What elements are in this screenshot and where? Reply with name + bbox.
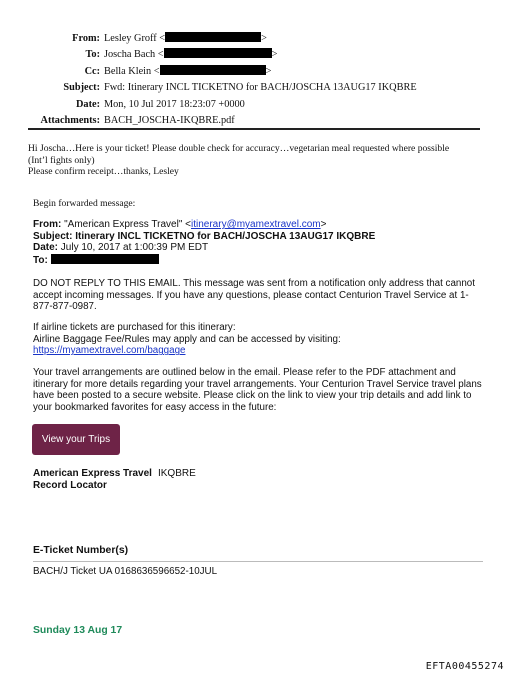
agency-name: American Express Travel — [33, 468, 152, 479]
redaction-bar — [51, 254, 159, 264]
forwarded-meta — [33, 219, 493, 266]
attachments-label: Attachments: — [40, 114, 100, 126]
date-label: Date: — [75, 98, 100, 110]
redaction-bar — [160, 65, 266, 75]
baggage-link[interactable]: https://myamextravel.com/baggage — [33, 345, 186, 357]
cc-end: > — [265, 65, 272, 77]
email-header — [0, 31, 512, 129]
fwd-date-row — [33, 242, 493, 254]
subject-label: Subject: — [63, 82, 100, 94]
cc-value: Bella Klein < — [104, 65, 160, 77]
personal-note — [28, 143, 488, 178]
eticket-heading: E-Ticket Number(s) — [33, 545, 129, 556]
fwd-date-label: Date: — [33, 242, 59, 254]
header-divider — [28, 128, 480, 130]
fwd-from-name: "American Express Travel" < — [61, 219, 191, 230]
to-label: To: — [85, 49, 100, 61]
from-label: From: — [72, 33, 100, 44]
note-line: Hi Joscha…Here is your ticket! Please double check for accuracy…vegetarian meal requested where possible — [28, 143, 450, 154]
no-reply-paragraph: DO NOT REPLY TO THIS EMAIL. This message was sent from a notification only address that cannot accept incoming messages. If you have any questions, please contact Centurion Travel Service at 1-877-877-0987. — [33, 278, 475, 313]
redaction-bar — [165, 32, 261, 42]
fwd-subject-value: Itinerary INCL TICKETNO for BACH/JOSCHA 13AUG17 IKQBRE — [72, 230, 376, 242]
baggage-line: Airline Baggage Fee/Rules may apply and can be accessed by visiting: — [33, 333, 341, 345]
bates-number: EFTA00455274 — [425, 661, 504, 672]
header-date-row — [0, 97, 512, 113]
fwd-subject-row — [33, 231, 493, 243]
redaction-bar — [164, 48, 272, 58]
date-value: Mon, 10 Jul 2017 18:23:07 +0000 — [104, 98, 245, 110]
forwarded-intro: Begin forwarded message: — [33, 198, 136, 209]
eticket-value: BACH/J Ticket UA 0168636596652-10JUL — [33, 566, 218, 577]
fwd-from-row — [33, 219, 493, 231]
attachment-file[interactable]: BACH_JOSCHA-IKQBRE.pdf — [104, 114, 235, 126]
trip-date: Sunday 13 Aug 17 — [33, 625, 123, 636]
from-end: > — [261, 33, 267, 44]
view-trips-button[interactable]: View your Trips — [32, 424, 120, 455]
fwd-from-label: From: — [33, 219, 62, 230]
fwd-from-email-link[interactable]: itinerary@myamextravel.com — [191, 219, 321, 230]
header-attachments-row — [0, 113, 512, 129]
baggage-line: If airline tickets are purchased for this itinerary: — [33, 322, 236, 333]
note-line: Please confirm receipt…thanks, Lesley — [28, 166, 179, 178]
header-from-row — [0, 31, 512, 47]
baggage-paragraph — [33, 322, 483, 357]
subject-value: Fwd: Itinerary INCL TICKETNO for BACH/JOSCHA 13AUG17 IKQBRE — [104, 82, 417, 94]
record-locator-label: Record Locator — [33, 480, 107, 491]
record-code: IKQBRE — [157, 468, 196, 479]
eticket-divider — [33, 561, 483, 562]
fwd-to-row — [33, 254, 493, 267]
note-line: (Int’l fights only) — [28, 154, 95, 166]
header-subject-row — [0, 80, 512, 96]
cc-label: Cc: — [84, 65, 100, 77]
fwd-subject-label: Subject: — [33, 230, 73, 242]
fwd-from-end: > — [320, 219, 327, 230]
fwd-date-value: July 10, 2017 at 1:00:39 PM EDT — [58, 242, 209, 254]
to-value: Joscha Bach < — [104, 49, 164, 61]
arrangements-paragraph: Your travel arrangements are outlined below in the email. Please refer to the PDF attachment and itinerary for more details regarding your travel arrangements. Your Centurion Travel Service travel plans have been posted to a secure website. Please click on the link to view your trip details and add link to your bookmarked favorites for easy access in the future: — [33, 367, 482, 413]
header-to-row — [0, 47, 512, 63]
from-value: Lesley Groff < — [104, 33, 166, 44]
to-end: > — [271, 49, 278, 61]
record-locator-block — [33, 468, 196, 492]
fwd-to-label: To: — [33, 254, 48, 266]
header-cc-row — [0, 64, 512, 80]
